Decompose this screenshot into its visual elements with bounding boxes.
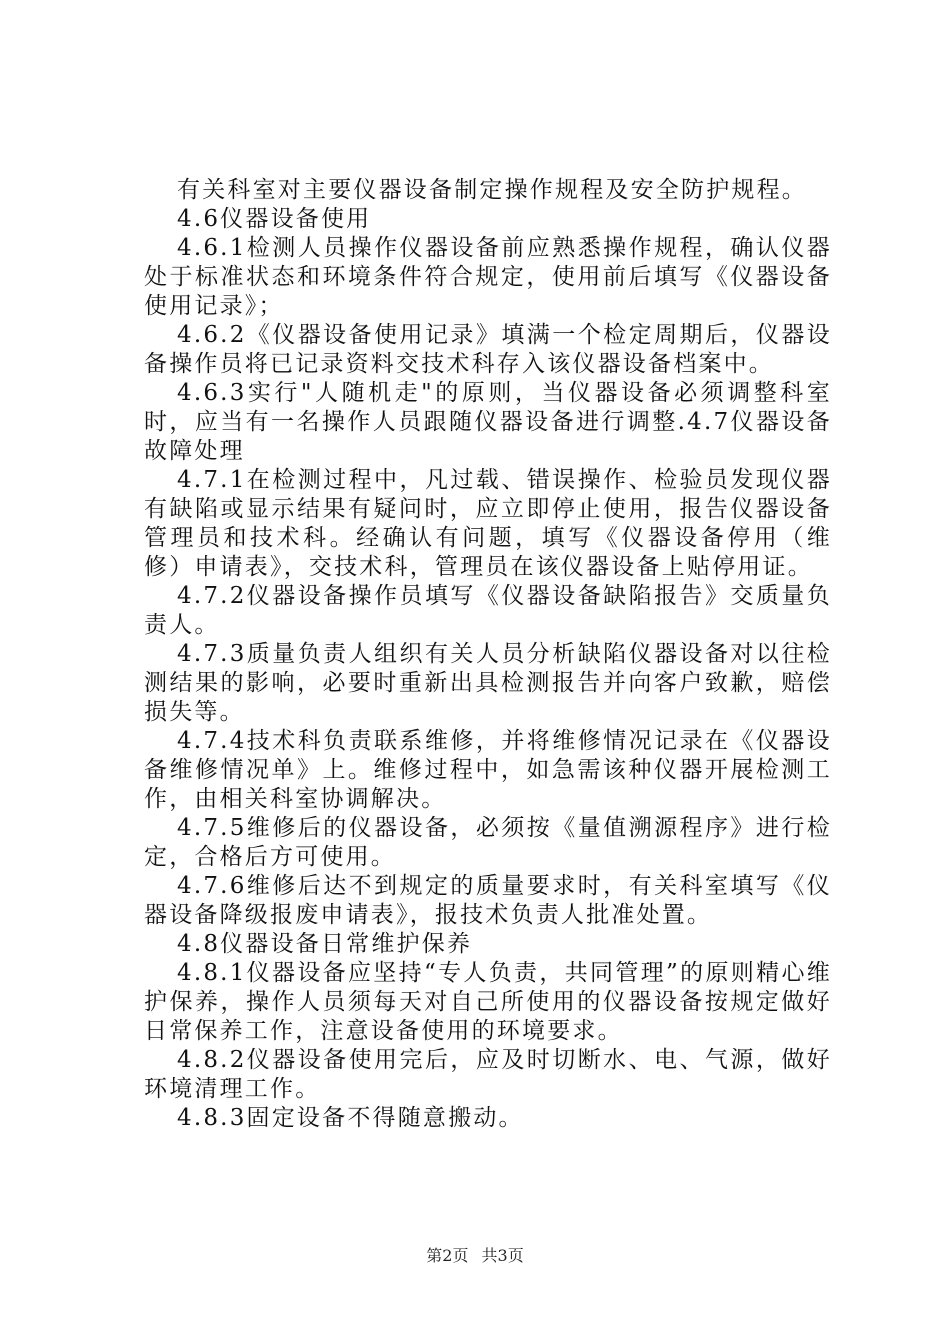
paragraph-4-7-6: 4.7.6维修后达不到规定的质量要求时，有关科室填写《仪器设备降级报废申请表》，报技术负责人批准处置。	[144, 873, 832, 928]
paragraph-4-8-3: 4.8.3固定设备不得随意搬动。	[177, 1105, 524, 1131]
paragraph-4-7-1: 4.7.1在检测过程中，凡过载、错误操作、检验员发现仪器有缺陷或显示结果有疑问时，应立即停止使用，报告仪器设备管理员和技术科。经确认有问题，填写《仪器设备停用（维修）申请表》，交技术科，管理员在该仪器设备上贴停用证。	[144, 467, 832, 580]
paragraph-4-8-2: 4.8.2仪器设备使用完后，应及时切断水、电、气源，做好环境清理工作。	[144, 1047, 832, 1102]
paragraph-4-6-1: 4.6.1检测人员操作仪器设备前应熟悉操作规程，确认仪器处于标准状态和环境条件符合规定，使用前后填写《仪器设备使用记录》；	[144, 235, 832, 319]
page-footer	[0, 1246, 950, 1266]
document-body	[144, 176, 832, 1133]
paragraph-4-7-2: 4.7.2仪器设备操作员填写《仪器设备缺陷报告》交质量负责人。	[144, 583, 832, 638]
paragraph-4-8-1: 4.8.1仪器设备应坚持“专人负责，共同管理”的原则精心维护保养，操作人员须每天对自己所使用的仪器设备按规定做好日常保养工作，注意设备使用的环境要求。	[144, 960, 832, 1044]
paragraph-4-7-4: 4.7.4技术科负责联系维修，并将维修情况记录在《仪器设备维修情况单》上。维修过程中，如急需该种仪器开展检测工作，由相关科室协调解决。	[144, 728, 832, 812]
paragraph-intro: 有关科室对主要仪器设备制定操作规程及安全防护规程。	[177, 177, 807, 203]
page-total: 共3页	[481, 1246, 524, 1265]
paragraph-4-7-5: 4.7.5维修后的仪器设备，必须按《量值溯源程序》进行检定，合格后方可使用。	[144, 815, 832, 870]
paragraph-4-6-2: 4.6.2《仪器设备使用记录》填满一个检定周期后，仪器设备操作员将已记录资料交技术科存入该仪器设备档案中。	[144, 322, 832, 377]
page-number: 第2页	[426, 1246, 469, 1265]
paragraph-4-6-3: 4.6.3实行"人随机走"的原则，当仪器设备必须调整科室时，应当有一名操作人员跟随仪器设备进行调整.4.7仪器设备故障处理	[144, 380, 832, 464]
section-heading-4-8: 4.8仪器设备日常维护保养	[177, 931, 473, 957]
section-heading-4-6: 4.6仪器设备使用	[177, 206, 372, 232]
paragraph-4-7-3: 4.7.3质量负责人组织有关人员分析缺陷仪器设备对以往检测结果的影响，必要时重新出具检测报告并向客户致歉，赔偿损失等。	[144, 641, 832, 725]
